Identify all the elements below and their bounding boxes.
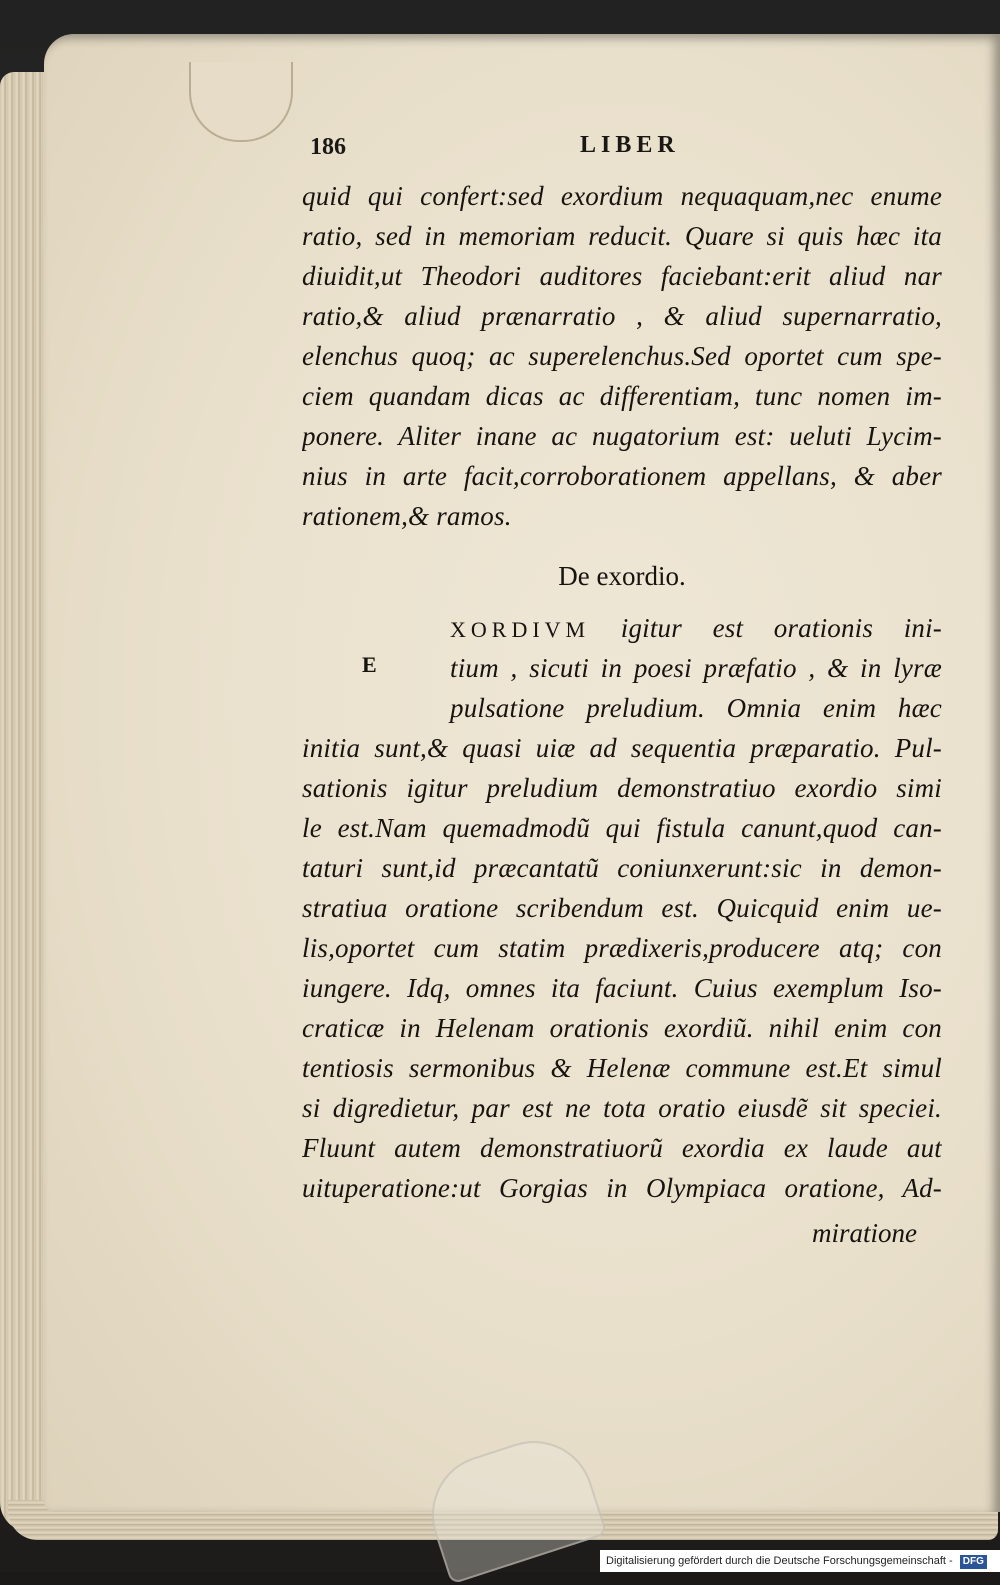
text-line: iungere. Idq, omnes ita faciunt. Cuius exemplum Iso-	[302, 973, 942, 1003]
text-line: ponere. Aliter inane ac nugatorium est: ueluti Lycim-	[302, 421, 942, 451]
text-line: craticæ in Helenam orationis exordiũ. nihil enim con	[302, 1013, 942, 1043]
text-line: tium , sicuti in poesi præfatio , & in lyræ	[450, 653, 942, 683]
smallcaps-word: XORDIVM	[450, 617, 591, 642]
running-head	[260, 128, 940, 168]
text-line: tentiosis sermonibus & Helenæ commune est.Et simul	[302, 1053, 942, 1083]
text-line: nius in arte facit,corroborationem appellans, & aber	[302, 461, 942, 491]
catchword: miratione	[812, 1218, 917, 1248]
page-number: 186	[310, 134, 346, 160]
digitization-footer	[600, 1550, 1000, 1572]
text-line: initia sunt,& quasi uiæ ad sequentia præparatio. Pul-	[302, 733, 942, 763]
text-run: igitur est orationis ini-	[590, 613, 942, 643]
running-title: LIBER	[580, 132, 680, 158]
text-line: uituperatione:ut Gorgias in Olympiaca oratione, Ad-	[302, 1173, 942, 1203]
text-line: quid qui confert:sed exordium nequaquam,nec enume	[302, 181, 942, 211]
text-line: rationem,& ramos.	[302, 501, 512, 531]
text-line: Fluunt autem demonstratiuorũ exordia ex laude aut	[302, 1133, 942, 1163]
dfg-logo: DFG	[960, 1555, 987, 1569]
text-line: taturi sunt,id præcantatũ coniunxerunt:sic in demon-	[302, 853, 942, 883]
text-line: ratio, sed in memoriam reducit. Quare si quis hæc ita	[302, 221, 942, 251]
text-line	[302, 608, 942, 648]
text-line: sationis igitur preludium demonstratiuo exordio simi	[302, 773, 942, 803]
paragraph-1	[302, 176, 942, 536]
text-line: ciem quandam dicas ac differentiam, tunc nomen im-	[302, 381, 942, 411]
paragraph-2	[302, 608, 942, 1208]
text-line: pulsatione preludium. Omnia enim hæc	[450, 693, 942, 723]
text-line: elenchus quoq; ac superelenchus.Sed oportet cum spe-	[302, 341, 942, 371]
text-line: si digredietur, par est ne tota oratio eiusdẽ sit speciei.	[302, 1093, 942, 1123]
text-line: lis,oportet cum statim prædixeris,producere atq; con	[302, 933, 942, 963]
drop-initial: E	[362, 652, 377, 677]
text-line: diuidit,ut Theodori auditores faciebant:erit aliud nar	[302, 261, 942, 291]
section-heading: De exordio.	[558, 561, 686, 591]
text-line: le est.Nam quemadmodũ qui fistula canunt,quod can-	[302, 813, 942, 843]
text-line: ratio,& aliud prænarratio , & aliud supernarratio,	[302, 301, 942, 331]
text-line: stratiua oratione scribendum est. Quicquid enim ue-	[302, 893, 942, 923]
footer-text: Digitalisierung gefördert durch die Deutsche Forschungsgemeinschaft -	[606, 1555, 953, 1567]
